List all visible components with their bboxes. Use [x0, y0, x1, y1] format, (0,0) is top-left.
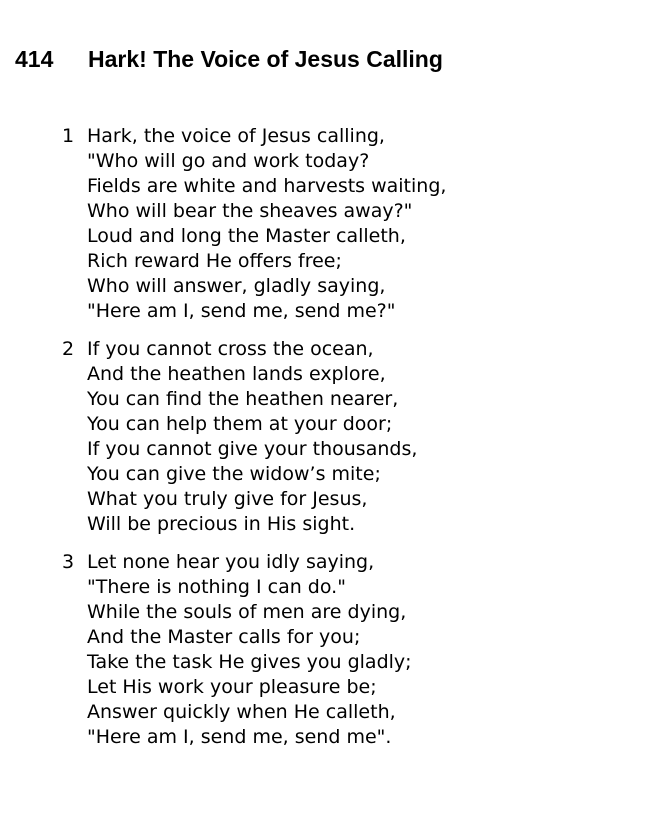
hymn-header: [15, 44, 443, 74]
verse-line: Let His work your pleasure be;: [87, 676, 377, 698]
hymn-number: 414: [15, 46, 54, 72]
verse-line: And the heathen lands explore,: [87, 363, 386, 385]
verse-line: If you cannot cross the ocean,: [87, 338, 374, 360]
verse-line: What you truly give for Jesus,: [87, 488, 368, 510]
verse-number: 3: [62, 551, 75, 573]
verse-line: Take the task He gives you gladly;: [87, 651, 412, 673]
verse-line: "Who will go and work today?: [87, 150, 370, 172]
verse-line: Who will bear the sheaves away?": [87, 200, 413, 222]
verse-line: You can find the heathen nearer,: [87, 388, 399, 410]
verse-lines: [87, 550, 642, 750]
verse-line: "Here am I, send me, send me".: [87, 726, 392, 748]
verse-line: Hark, the voice of Jesus calling,: [87, 125, 385, 147]
verse-number: 1: [62, 125, 75, 147]
verse-line: Let none hear you idly saying,: [87, 551, 375, 573]
verse-line: While the souls of men are dying,: [87, 601, 407, 623]
verse-line: You can help them at your door;: [87, 413, 393, 435]
verse-line: Answer quickly when He calleth,: [87, 701, 396, 723]
verse-line: Fields are white and harvests waiting,: [87, 175, 447, 197]
verse-line: "Here am I, send me, send me?": [87, 300, 396, 322]
verse-lines: [87, 124, 642, 324]
verses: [62, 124, 642, 763]
verse-lines: [87, 337, 642, 537]
verse-line: And the Master calls for you;: [87, 626, 361, 648]
verse-1: [62, 124, 642, 324]
hymn-title: Hark! The Voice of Jesus Calling: [88, 46, 443, 72]
verse-line: You can give the widow’s mite;: [87, 463, 381, 485]
verse-2: [62, 337, 642, 537]
verse-line: Will be precious in His sight.: [87, 513, 356, 535]
verse-line: Loud and long the Master calleth,: [87, 225, 406, 247]
verse-line: "There is nothing I can do.": [87, 576, 346, 598]
verse-3: [62, 550, 642, 750]
verse-line: If you cannot give your thousands,: [87, 438, 418, 460]
verse-line: Who will answer, gladly saying,: [87, 275, 386, 297]
verse-line: Rich reward He offers free;: [87, 250, 342, 272]
verse-number: 2: [62, 338, 75, 360]
